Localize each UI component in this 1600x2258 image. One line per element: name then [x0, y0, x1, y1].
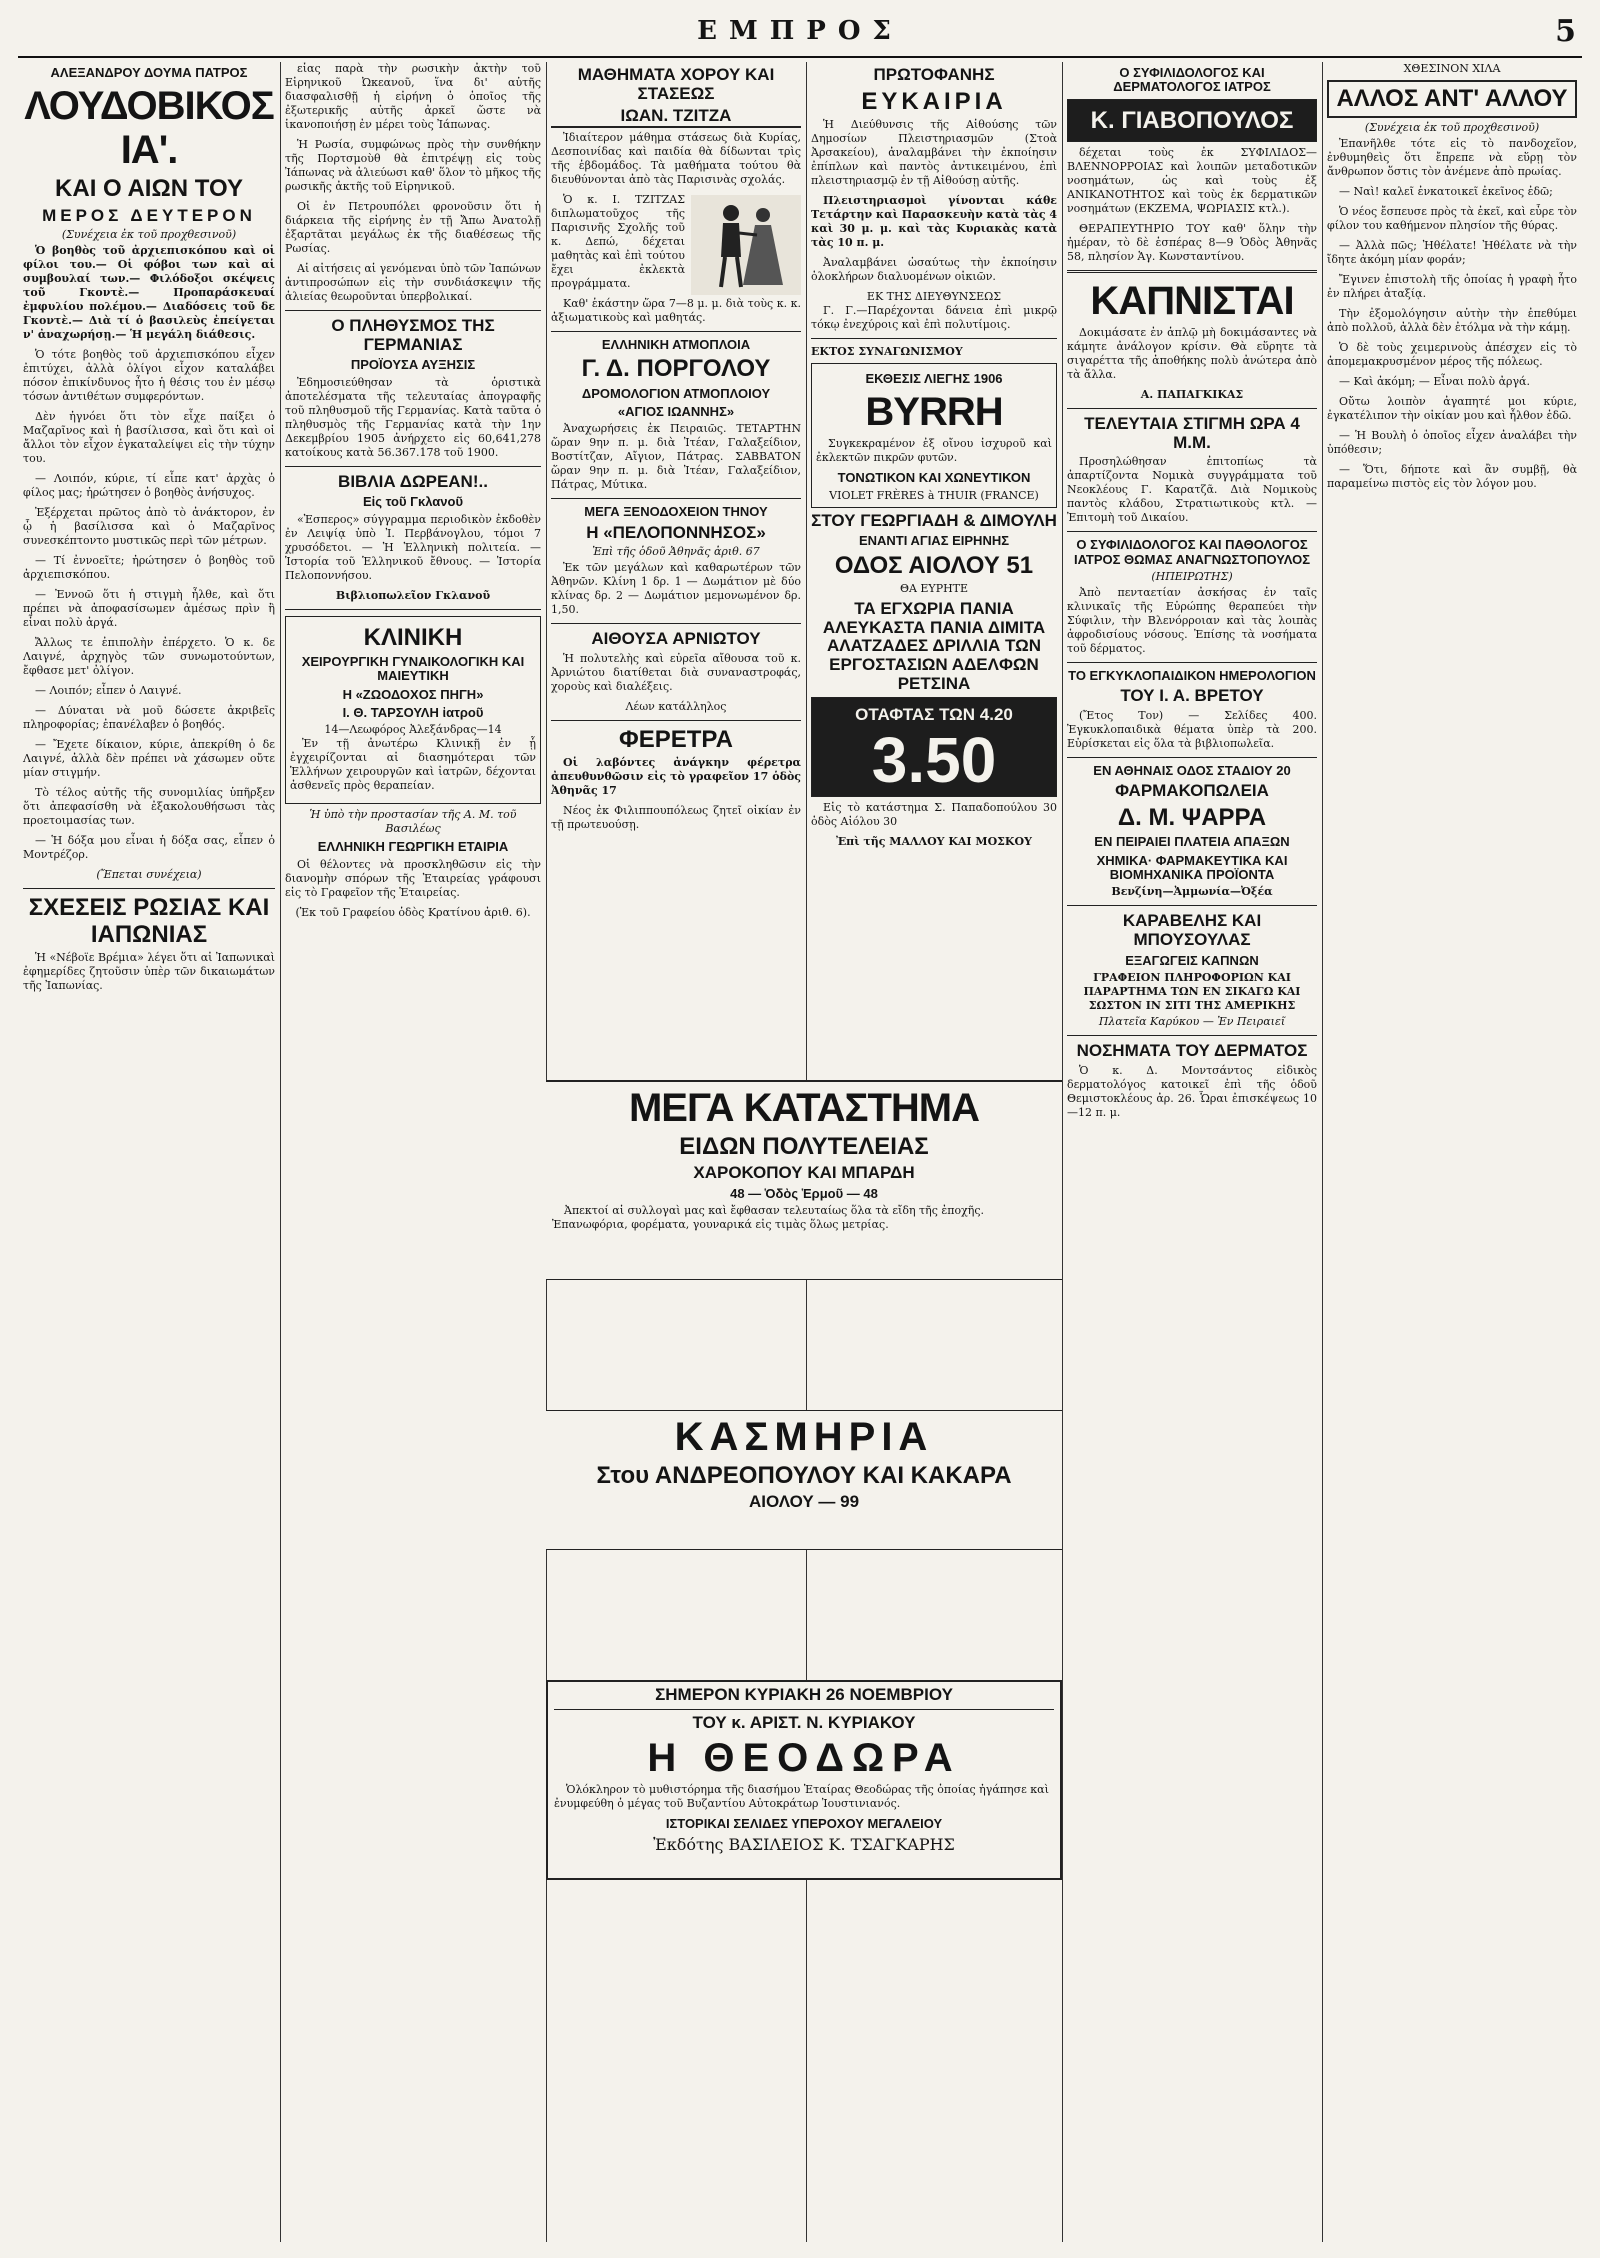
divider [285, 609, 541, 610]
divider [551, 331, 801, 332]
hall-title: ΑΙΘΟΥΣΑ ΑΡΝΙΩΤΟΥ [591, 629, 761, 649]
last-minute-title: ΤΕΛΕΥΤΑΙΑ ΣΤΙΓΜΗ ΩΡΑ 4 Μ.Μ. [1084, 413, 1300, 452]
paragraph: Οἱ θέλοντες νὰ προσκληθῶσιν εἰς τὴν διανομὴν σπόρων τῆς Ἑταιρείας γράφουσι εἰς τὸ Γραφεῖον τῆς Ἑταιρείας. [285, 857, 541, 899]
hat-price: 3.50 [871, 724, 997, 797]
column-serial-novel [18, 62, 280, 2242]
paragraph: Οἱ ἐν Πετρουπόλει φρονοῦσιν ὅτι ἡ διάρκεια τῆς εἰρήνης ἐν τῇ Ἄπω Ἀνατολῇ ἐξαρτᾶται μεγάλως ἐκ τῆς διαθέσεως τῆς Ρωσίας. [285, 200, 541, 255]
novel-ad [546, 1680, 1062, 1880]
paragraph: Ὁ νέος ἔσπευσε πρὸς τὰ ἐκεῖ, καὶ εὗρε τὸν φίλον του καθήμενον πλησίον τῆς θύρας. [1327, 205, 1577, 233]
paragraph: Ἀναχωρήσεις ἐκ Πειραιῶς. ΤΕΤΑΡΤΗΝ ὥραν 9ην π. μ. διὰ Ἰτέαν, Γαλαξείδιον, Βοστίτζαν, Αἴγιον, Πάτρας. ΣΑΒΒΑΤΟΝ ὥραν 9ην π. μ. διὰ Ἰτέαν, Γαλαξείδιον, Πάτρας, Μύτικα. [551, 422, 801, 492]
clinic-address: 14—Λεωφόρος Ἀλεξάνδρας—14 [324, 723, 502, 737]
paragraph: Ἄλλως τε ἐπιπολὴν ἐπέρχετο. Ὁ κ. δε Λαιγνέ, ἀρχηγὸς τῶν συνωμοτούντων, ἔφθασε μετ' ὀλίγον. [23, 636, 275, 678]
paragraph: Ἡ Διεύθυνσις τῆς Αἰθούσης τῶν Δημοσίων Πλειστηριασμῶν (Στοὰ Ἀρσακείου), ἀναλαμβάνει τὴν ἐκποίησιν ἐπίπλων καὶ παντὸς ἀντικειμένου, ἐπὶ πλειστηριασμῷ ἐν τῇ Αἰθούσῃ αὐτῆς. [811, 118, 1057, 188]
tobacco-subtitle: ΕΞΑΓΩΓΕΙΣ ΚΑΠΝΩΝ [1125, 952, 1259, 968]
masthead [18, 10, 1582, 58]
continued-note: (Συνέχεια ἐκ τοῦ προχθεσινοῦ) [61, 228, 237, 242]
tobacco-title: ΚΑΡΑΒΕΛΗΣ ΚΑΙ ΜΠΟΥΣΟΥΛΑΣ [1122, 911, 1262, 949]
novel-title: Η ΘΕΟΔΩΡΑ [647, 1736, 961, 1781]
column-ads-b [806, 62, 1062, 1072]
pharmacy-name: Δ. Μ. ΨΑΡΡΑ [1117, 803, 1267, 831]
paragraph: εἶας παρὰ τὴν ρωσικὴν ἀκτὴν τοῦ Εἰρηνικοῦ Ὠκεανοῦ, ἵνα δι' αὐτῆς διασφαλισθῇ ἡ εἰρήνη ὁ ὁποῖος τῆς ἐξωτερικῆς αὐτῆς ἀρκεῖ ὥστε νὰ ἱκανοποιήσῃ ἐν μέρει τοὺς Ἰάπωνας. [285, 62, 541, 131]
paragraph: Οἱ λαβόντες ἀνάγκην φέρετρα ἀπευθυνθῶσιν εἰς τὸ γραφεῖον 17 ὁδὸς Ἀθηνᾶς 17 [551, 756, 801, 798]
shop-street: ΟΔΟΣ ΑΙΟΛΟΥ 51 [834, 551, 1034, 579]
paragraph: Ἀναλαμβάνει ὡσαύτως τὴν ἐκποίησιν ὁλοκλήρων διαλυομένων οἰκιῶν. [811, 256, 1057, 284]
cashmere-address: ΑΙΟΛΟΥ — 99 [748, 1492, 860, 1512]
paragraph: Γ. Γ.—Παρέχονται δάνεια ἐπὶ μικρῷ τόκῳ ἐνεχύροις καὶ ἐπὶ πολυτίμοις. [811, 304, 1057, 332]
shipping-ship: «ΑΓΙΟΣ ΙΩΑΝΝΗΣ» [617, 404, 735, 420]
hotel-address: Ἐπὶ τῆς ὁδοῦ Ἀθηνᾶς ἀριθ. 67 [592, 545, 760, 559]
divider [551, 720, 801, 721]
paragraph: (Ἔτος Τον) — Σελίδες 400. Ἐγκυκλοπαιδικὰ θέματα ὑπὲρ τὰ 200. Εὑρίσκεται εἰς ὅλα τὰ βιβλιοπωλεῖα. [1067, 708, 1317, 750]
hotel-name: Η «ΠΕΛΟΠΟΝΝΗΣΟΣ» [586, 522, 766, 542]
tobacco-address: Πλατεῖα Καρύκου — Ἐν Πειραιεῖ [1098, 1014, 1286, 1028]
column-news [280, 62, 546, 2242]
clinic-subtitle: ΧΕΙΡΟΥΡΓΙΚΗ ΓΥΝΑΙΚΟΛΟΓΙΚΗ ΚΑΙ ΜΑΙΕΥΤΙΚΗ [301, 654, 525, 684]
doctor2-title: Ο ΣΥΦΙΛΙΔΟΛΟΓΟΣ ΚΑΙ ΠΑΘΟΛΟΓΟΣ ΙΑΤΡΟΣ ΘΩΜΑΣ ΑΝΑΓΝΩΣΤΟΠΟΥΛΟΣ [1073, 537, 1310, 567]
paragraph: Ὁ κ. Ι. ΤΖΙΤΖΑΣ διπλωματοῦχος τῆς Παρισινῆς Σχολῆς τοῦ κ. Δεπώ, δέχεται μαθητὰς καὶ ἐπὶ τούτου ἔχει ἐκλεκτὰ προγράμματα. [551, 193, 685, 291]
paragraph: — Λοιπόν, κύριε, τί εἶπε κατ' ἀρχὰς ὁ φίλος μας; ἠρώτησεν ὁ βοηθὸς ἀνήσυχος. [23, 472, 275, 500]
dancers-illustration [691, 195, 801, 295]
serial-part: ΜΕΡΟΣ ΔΕΥΤΕΡΟΝ [42, 205, 256, 225]
paragraph: «Ἑσπερος» σύγγραμμα περιοδικὸν ἐκδοθὲν ἐν Λειψίᾳ ὑπὸ Ἰ. Περβάνογλου, τόμοι 7 χρυσόδετοι. — Ἡ Ἑλληνικὴ πολιτεία. — Ἱστορία τοῦ Ἑλληνικοῦ ἔθνους. — Ἱστορία Πελοποννήσου. [285, 512, 541, 582]
paragraph: Τὸ τέλος αὐτῆς τῆς συνομιλίας ὑπῆρξεν ὅτι ἀπεφασίσθη νὰ ἐξακολουθήσωσι τὰς προετοιμασίας των. [23, 786, 275, 828]
luxury-store-ad [546, 1080, 1062, 1280]
paragraph: — Ἡ δόξα μου εἶναι ἡ δόξα σας, εἶπεν ὁ Μοντρέζορ. [23, 834, 275, 862]
serial-title: ΛΟΥΔΟΒΙΚΟΣ ΙΑ'. [24, 84, 274, 173]
divider [1067, 408, 1317, 409]
paragraph: Ἀπὸ πενταετίαν ἀσκήσας ἐν ταῖς κλινικαῖς τῆς Εὐρώπης θεραπεύει τὴν Σύφιλιν, τὴν Βλενόρροιαν καὶ τὰς λοιπὰς ἀφροδισίους νόσους. Ἐπίσης τὰ νοσήματα τοῦ δέρματος. [1067, 585, 1317, 655]
paragraph: Προσηλώθησαν ἐπιτοπίως τὰ ἀπαρτίζοντα Νομικὰ συγγράμματα τοῦ Νεοκλέους Γ. Καρατζᾶ. Διὰ Νομικοὺς παντὸς κλάδου, Στρατιωτικοὺς κτλ. — Ἐπιτομὴ τοῦ Δικαίου. [1067, 455, 1317, 525]
paragraph: Εἰς τὸ κατάστημα Σ. Παπαδοπούλου 30 ὁδὸς Αἰόλου 30 [811, 801, 1057, 829]
column-ads-a [546, 62, 806, 1072]
paragraph: Ἡ πολυτελὴς καὶ εὐρεῖα αἴθουσα τοῦ κ. Ἀρνιώτου διατίθεται διὰ συναναστροφάς, χοροὺς καὶ διαλέξεις. [551, 652, 801, 694]
pharmacy-title: ΦΑΡΜΑΚΟΠΩΛΕΙΑ [1115, 781, 1269, 801]
paragraph: — Ὅτι, δήποτε καὶ ἂν συμβῇ, θὰ παραμείνω πιστὸς εἰς τὸν λόγον μου. [1327, 463, 1577, 491]
calendar-name: ΤΟΥ Ι. Α. ΒΡΕΤΟΥ [1120, 686, 1264, 706]
paragraph: Καθ' ἑκάστην ὥρα 7—8 μ. μ. διὰ τοὺς κ. κ. ἀξιωματικοὺς καὶ μαθητάς. [551, 297, 801, 325]
shipping-owner: Γ. Δ. ΠΟΡΓΟΛΟΥ [581, 355, 771, 383]
newspaper-page [18, 10, 1582, 2246]
paragraph: Ὁ τότε βοηθὸς τοῦ ἀρχιεπισκόπου εἶχεν ἐπιτύχει, ἀλλὰ ὀλίγοι εἶχον καταλάβει πόσον ἐπικίνδυνος ἦτο ἡ θέσις του ἐν μέσῳ τόσων ἀντιθέτων συμφερόντων. [23, 348, 275, 404]
byrrh-ad [811, 363, 1057, 508]
paragraph: — Δύναται νὰ μοῦ δώσετε ἀκριβεῖς πληροφορίας; ἐπανέλαβεν ὁ βοηθός. [23, 704, 275, 732]
byrrh-brand: BYRRH [865, 390, 1003, 435]
shop-location: ΕΝΑΝΤΙ ΑΓΙΑΣ ΕΙΡΗΝΗΣ [858, 533, 1010, 549]
paragraph: — Ἐννοῶ ὅτι ἡ στιγμὴ ἦλθε, καὶ ὅτι πρέπει νὰ ἀποφασίσωμεν ἀμέσως πρὶν ἢ εἶναι πολὺ ἀργά. [23, 588, 275, 630]
paragraph: Ἐπανῆλθε τότε εἰς τὸ πανδοχεῖον, ἐνθυμηθεὶς ὅτι ἔπρεπε νὰ εὕρῃ τὸν ἄνθρωπον ὅστις τὸν ἀνέμενε ἀπὸ πρωίας. [1327, 137, 1577, 179]
divider [285, 310, 541, 311]
divider [551, 498, 801, 499]
ad-subtitle: Εἰς τοῦ Γκλανοῦ [362, 494, 464, 510]
smokers-title: ΚΑΠΝΙΣΤΑΙ [1090, 278, 1294, 323]
novel-author: ΤΟΥ κ. ΑΡΙΣΤ. Ν. ΚΥΡΙΑΚΟΥ [692, 1712, 916, 1732]
clinic-title: ΚΛΙΝΙΚΗ [363, 623, 463, 651]
article-subtitle: ΠΡΟΪΟΥΣΑ ΑΥΞΗΣΙΣ [350, 357, 476, 373]
paragraph: Ὁ δὲ τοὺς χειμερινοὺς ἀπέσχεν εἰς τὸ ἀπομεμακρυσμένον μέρος τῆς πόλεως. [1327, 341, 1577, 369]
paragraph: Ἰδιαίτερον μάθημα στάσεως διὰ Κυρίας, Δεσποινίδας καὶ παιδία θὰ δίδωνται τρὶς τῆς ἑβδομάδος. Τὰ μαθήματα τούτου θὰ διευθύνονται ἀπὸ τὰς Παρισινὰς σχολάς. [551, 131, 801, 187]
hat-ad [811, 697, 1057, 797]
paragraph: δέχεται τοὺς ἐκ ΣΥΦΙΛΙΔΟΣ—ΒΛΕΝΝΟΡΡΟΙΑΣ καὶ λοιπῶν μεταδοτικῶν νοσημάτων, ὡς καὶ τοὺς ἐξ ΑΝΙΚΑΝΟΤΗΤΟΣ καὶ τοὺς ἐκ δερματικῶν νοσημάτων (ΕΚΖΕΜΑ, ΨΩΡΙΑΣΙΣ κτλ.). [1067, 145, 1317, 215]
divider [811, 338, 1057, 339]
byrrh-label: ΤΟΝΩΤΙΚΟΝ ΚΑΙ ΧΩΝΕΥΤΙΚΟΝ [837, 470, 1031, 486]
paragraph: Πλειστηριασμοὶ γίνονται κάθε Τετάρτην καὶ Παρασκευὴν κατὰ τὰς 4 καὶ 30 μ. μ. καὶ τὰς Κυριακὰς κατὰ τὰς 10 π. μ. [811, 194, 1057, 250]
chapter-summary: Ὁ βοηθὸς τοῦ ἀρχιεπισκόπου καὶ οἱ φίλοι του.— Οἱ φόβοι των καὶ αἱ συμβουλαί των.— Φιλόδοξοι σκέψεις τοῦ Γκοντὲ.— Προπαράσκευαί ἐμφυλίου πολέμου.— Διαδόσεις τοῦ δε Γκοντὲ.— Διὰ τί ὁ βασιλεὺς ἐπείγεται ν' ἀναχωρήσῃ.— Ἡ μεγάλη διάθεσις. [23, 244, 275, 342]
hat-address: Ἐπὶ τῆς ΜΑΛΛΟΥ ΚΑΙ ΜΟΣΚΟΥ [836, 835, 1032, 849]
society-address: (Ἐκ τοῦ Γραφείου ὁδὸς Κρατίνου ἀριθ. 6). [295, 905, 531, 919]
doctor-name: Κ. ΓΙΑΒΟΠΟΥΛΟΣ [1090, 106, 1294, 134]
ad-title: ΒΙΒΛΙΑ ΔΩΡΕΑΝ!.. [338, 471, 488, 491]
paragraph: — Ἡ Βουλὴ ὁ ὁποῖος εἶχεν ἀναλάβει τὴν ὑπόθεσιν; [1327, 429, 1577, 457]
store-owners: ΧΑΡΟΚΟΠΟΥ ΚΑΙ ΜΠΑΡΔΗ [693, 1163, 915, 1183]
cashmere-title: ΚΑΣΜΗΡΙΑ [674, 1415, 934, 1459]
clinic-doctor: Ι. Θ. ΤΑΡΣΟΥΛΗ ἰατροῦ [342, 704, 484, 720]
section-label: ΕΚΤΟΣ ΣΥΝΑΓΩΝΙΣΜΟΥ [811, 345, 963, 359]
page-number: 5 [1555, 14, 1576, 49]
coffins-title: ΦΕΡΕΤΡΑ [619, 726, 733, 754]
pharmacy-branch: ΕΝ ΠΕΙΡΑΙΕΙ ΠΛΑΤΕΙΑ ΑΠΑΞΩΝ [1094, 834, 1290, 850]
divider [1067, 905, 1317, 906]
doctor2-origin: (ΗΠΕΙΡΩΤΗΣ) [1151, 569, 1233, 583]
paragraph: Οὔτω λοιπὸν ἀγαπητέ μοι κύριε, ἐγκατέλιπον τὴν οἰκίαν μου καὶ ἦλθον ἐδῶ. [1327, 395, 1577, 423]
novel-date: ΣΗΜΕΡΟΝ ΚΥΡΙΑΚΗ 26 ΝΟΕΜΒΡΙΟΥ [554, 1686, 1054, 1710]
patronage-note: Ἡ ὑπὸ τὴν προστασίαν τῆς Α. Μ. τοῦ Βασιλέως [309, 808, 517, 836]
section-title: ΣΧΕΣΕΙΣ ΡΩΣΙΑΣ ΚΑΙ ΙΑΠΩΝΙΑΣ [28, 894, 270, 948]
paragraph: Ἐξέρχεται πρῶτος ἀπὸ τὸ ἀνάκτορον, ἐν ᾧ ἡ βασίλισσα καὶ ὁ Μαζαρῖνος συνεσκέπτοντο μυστικῶς περὶ τῶν μέτρων. [23, 506, 275, 548]
store-address: 48 — Ὁδὸς Ἑρμοῦ — 48 [730, 1186, 878, 1202]
divider [1067, 662, 1317, 663]
paragraph: Ἀπεκτοί αἱ συλλογαὶ μας καὶ ἔφθασαν τελευταίως ὅλα τὰ εἴδη τῆς ἐποχῆς. Ἐπανωφόρια, φορέματα, γουναρικά εἰς τιμὰς ὅλως μετρίας. [552, 1204, 985, 1232]
shipping-line: ΔΡΟΜΟΛΟΓΙΟΝ ΑΤΜΟΠΛΟΙΟΥ [581, 385, 771, 401]
shop-title: ΣΤΟΥ ΓΕΩΡΓΙΑΔΗ & ΔΙΜΟΥΛΗ [811, 510, 1057, 530]
smokers-sign: Α. ΠΑΠΑΓΚΙΚΑΣ [1140, 387, 1244, 401]
divider [1067, 1035, 1317, 1036]
divider [1067, 531, 1317, 532]
shop-find: ΘΑ ΕΥΡΗΤΕ [899, 582, 969, 596]
column-serial-2 [1322, 62, 1582, 2242]
column-ads-c [1062, 62, 1322, 2242]
paragraph: Ὁ κ. Δ. Μοντσάντος εἰδικὸς δερματολόγος κατοικεῖ ἐπὶ τῆς ὁδοῦ Θεμιστοκλέους ἀρ. 26. Ὧραι ἐπισκέψεως 10—12 π. μ. [1067, 1063, 1317, 1119]
pharmacy-location: ΕΝ ΑΘΗΝΑΙΣ ΟΔΟΣ ΣΤΑΔΙΟΥ 20 [1093, 762, 1291, 778]
paragraph: — Ἔχετε δίκαιον, κύριε, ἀπεκρίθη ὁ δε Λαιγνέ, ἀλλὰ δὲν πρέπει νὰ χάσωμεν οὔτε μίαν στιγμήν. [23, 738, 275, 780]
divider [285, 466, 541, 467]
tobacco-text: ΓΡΑΦΕΙΟΝ ΠΛΗΡΟΦΟΡΙΩΝ ΚΑΙ ΠΑΡΑΡΤΗΜΑ ΤΩΝ ΕΝ ΣΙΚΑΓΩ ΚΑΙ ΣΩΣΤΟΝ ΙΝ ΣΙΤΙ ΤΗΣ ΑΜΕΡΙΚΗΣ [1083, 970, 1301, 1012]
society-title: ΕΛΛΗΝΙΚΗ ΓΕΩΡΓΙΚΗ ΕΤΑΙΡΙΑ [317, 839, 509, 855]
pharmacy-products: ΧΗΜΙΚΑ· ΦΑΡΜΑΚΕΥΤΙΚΑ ΚΑΙ ΒΙΟΜΗΧΑΝΙΚΑ ΠΡΟΪΟΝΤΑ [1096, 852, 1288, 882]
paragraph: — Ἀλλὰ πῶς; Ἠθέλατε! Ἠθέλατε νὰ τὴν ἴδητε ἀκόμη μίαν φοράν; [1327, 239, 1577, 267]
paragraph: — Τί ἐννοεῖτε; ἠρώτησεν ὁ βοηθὸς τοῦ ἀρχιεπισκόπου. [23, 554, 275, 582]
divider [1067, 757, 1317, 758]
store-subtitle: ΕΙΔΩΝ ΠΟΛΥΤΕΛΕΙΑΣ [679, 1133, 929, 1160]
hotel-title: ΜΕΓΑ ΞΕΝΟΔΟΧΕΙΟΝ ΤΗΝΟΥ [584, 504, 768, 520]
paragraph: Ἡ Ρωσία, συμφώνως πρὸς τὴν συνθήκην τῆς Πορτσμοὺθ θὰ ἐπιτρέψῃ εἰς τοὺς Ἰάπωνας νὰ ἁλιεύωσι καθ' ὅλον τὸ μῆκος τῆς ρωσικῆς ἀκτῆς τοῦ Εἰρηνικοῦ. [285, 138, 541, 193]
paragraph: — Καὶ ἀκόμη; — Εἶναι πολὺ ἀργά. [1339, 375, 1530, 389]
paragraph: Αἱ αἰτήσεις αἱ γενόμεναι ὑπὸ τῶν Ἰαπώνων ἀντιπροσώπων εἰς τὴν συνδιάσκεψιν τῆς ἁλιείας θεωροῦνται ὑπερβολικαί. [285, 262, 541, 303]
dance-ad-title: ΜΑΘΗΜΑΤΑ ΧΟΡΟΥ ΚΑΙ ΣΤΑΣΕΩΣ [577, 65, 775, 103]
serial-subtitle: ΚΑΙ Ο ΑΙΩΝ ΤΟΥ [55, 175, 243, 203]
newspaper-title: ΕΜΠΡΟΣ [697, 16, 903, 46]
serial-label: ΧΘΕΣΙΝΟΝ ΧΙΛΑ [1403, 62, 1501, 75]
paragraph: Ὁλόκληρον τὸ μυθιστόρημα τῆς διασήμου Ἑταίρας Θεοδώρας τῆς ὁποίας ἠγάπησε καὶ ἐνυμφεύθη ὁ μέγας τοῦ Βυζαντίου Αὐτοκράτωρ Ἰουστινιανός. [554, 1783, 1049, 1811]
paragraph: Ἔγινεν ἐπιστολὴ τῆς ὁποίας ἡ γραφὴ ἦτο ἐν πλήρει ἀταξίᾳ. [1327, 273, 1577, 301]
paragraph: Τὴν ἐξομολόγησιν αὐτὴν τὴν ἐπεθύμει ἀπὸ πολλοῦ, ἀλλὰ δὲν ἐτόλμα νὰ τὴν κάμῃ. [1327, 307, 1577, 335]
cashmere-ad [546, 1410, 1062, 1550]
ad-footer: Βιβλιοπωλεῖον Γκλανοῦ [335, 588, 491, 602]
divider [551, 623, 801, 624]
paragraph: ΘΕΡΑΠΕΥΤΗΡΙΟ ΤΟΥ καθ' ὅλην τὴν ἡμέραν, τὸ δὲ ἑσπέρας 8—9 Ὁδὸς Ἀθηνᾶς 58, πλησίον Ἁγ. Κωνσταντίνου. [1067, 221, 1317, 263]
paragraph: Νέος ἐκ Φιλιππουπόλεως ζητεῖ οἰκίαν ἐν τῇ πρωτευούσῃ. [551, 804, 801, 832]
paragraph: Ἡ «Νέβοϊε Βρέμια» λέγει ὅτι αἱ Ἰαπωνικαὶ ἐφημερίδες ζητοῦσιν ὑπὲρ τῶν δικαιωμάτων τῆς Ἰαπωνίας. [23, 951, 275, 993]
doctor-name-box [1067, 99, 1317, 142]
serial2-title: ΑΛΛΟΣ ΑΝΤ' ΑΛΛΟΥ [1327, 80, 1577, 118]
divider [23, 888, 275, 889]
cashmere-shop: Στου ΑΝΔΡΕΟΠΟΥΛΟΥ ΚΑΙ ΚΑΚΑΡΑ [596, 1462, 1012, 1489]
hall-footer: Λέων κατάλληλος [625, 700, 727, 714]
hat-title: ΟΤΑΦΤΑΣ ΤΩΝ 4.20 [855, 705, 1013, 725]
calendar-title: ΤΟ ΕΓΚΥΚΛΟΠΑΙΔΙΚΟΝ ΗΜΕΡΟΛΟΓΙΟΝ [1068, 667, 1316, 683]
byrrh-maker: VIOLET FRÈRES à THUIR (FRANCE) [829, 488, 1039, 502]
continued-note: (Συνέχεια ἐκ τοῦ προχθεσινοῦ) [1364, 121, 1540, 135]
auction-subtitle: ΕΥΚΑΙΡΙΑ [861, 87, 1007, 115]
paragraph: Συγκεκραμένον ἐξ οἴνου ἰσχυροῦ καὶ ἐκλεκτῶν πικρῶν φυτῶν. [816, 437, 1052, 465]
auction-title: ΠΡΩΤΟΦΑΝΗΣ [873, 65, 995, 84]
shop-items: ΤΑ ΕΓΧΩΡΙΑ ΠΑΝΙΑ ΑΛΕΥΚΑΣΤΑ ΠΑΝΙΑ ΔΙΜΙΤΑ ΑΛΑΤΖΑΔΕΣ ΔΡΙΛΛΙΑ ΤΩΝ ΕΡΓΟΣΤΑΣΙΩΝ ΑΔΕΛΦΩΝ ΡΕΤΣΙΝΑ [822, 599, 1046, 693]
clinic-name: Η «ΖΩΟΔΟΧΟΣ ΠΗΓΗ» [342, 686, 484, 702]
paragraph: — Λοιπόν; εἶπεν ὁ Λαιγνέ. [35, 684, 182, 698]
paragraph: Ἐδημοσιεύθησαν τὰ ὁριστικὰ ἀποτελέσματα τῆς τελευταίας ἀπογραφῆς τοῦ πληθυσμοῦ τῆς Γερμανίας. Κατὰ ταῦτα ὁ πληθυσμὸς τῆς Γερμανίας κατὰ τὴν 1ην Δεκεμβρίου 1905 ἀνήρχετο εἰς 60,641,278 κατοίκους κατὰ 56.367.178 τοῦ 1900. [285, 375, 541, 459]
paragraph: Δοκιμάσατε ἐν ἁπλῷ μὴ δοκιμάσαντες νὰ κάμητε ἀνάλογον κρίσιν. Θὰ εὕρητε τὰ σιγαρέττα τῆς ἀποθήκης πολὺ ἀνώτερα ἀπὸ τὰ ἄλλα. [1067, 325, 1317, 381]
pharmacy-items: Βενζίνη—Ἀμμωνία—Ὀξέα [1111, 885, 1273, 899]
dance-teacher: ΙΩΑΝ. ΤΖΙΤΖΑ [551, 107, 801, 128]
shipping-title: ΕΛΛΗΝΙΚΗ ΑΤΜΟΠΛΟΙΑ [601, 337, 751, 353]
paragraph: Δὲν ἠγνόει ὅτι τὸν εἶχε παίξει ὁ Μαζαρῖνος καὶ ἡ βασίλισσα, καὶ ὅτι καὶ οἱ ἄλλοι τὸν εἶχον ἐγκαταλείψει εἰς τὴν τύχην του. [23, 410, 275, 466]
paragraph: — Ναὶ! καλεῖ ἐνκατοικεῖ ἐκεῖνος ἐδῶ; [1339, 185, 1553, 199]
serial-author: ΑΛΕΞΑΝΔΡΟΥ ΔΟΥΜΑ ΠΑΤΡΟΣ [50, 65, 248, 80]
paragraph: Ἐν τῇ ἀνωτέρω Κλινικῇ ἐν ᾗ ἐγχειρίζονται αἱ διασημότεραι τῶν Ἑλλήνων χειρουργῶν καὶ ἰατρῶν, δέχονται ἀσθενεῖς πρὸς θεραπείαν. [290, 737, 536, 793]
expo-name: ΕΚΘΕΣΙΣ ΛΙΕΓΗΣ 1906 [865, 371, 1003, 387]
clinic-ad [285, 616, 541, 805]
novel-publisher: Ἐκδότης ΒΑΣΙΛΕΙΟΣ Κ. ΤΣΑΓΚΑΡΗΣ [653, 1834, 955, 1854]
paragraph: Ἐκ τῶν μεγάλων καὶ καθαρωτέρων τῶν Ἀθηνῶν. Κλίνη 1 δρ. 1 — Δωμάτιον μὲ δύο κλίνας δρ. 2 — Δωμάτιον μεμονωμένον δρ. 1,50. [551, 561, 801, 617]
to-be-continued: (Ἔπεται συνέχεια) [96, 868, 202, 882]
skin-title: ΝΟΣΗΜΑΤΑ ΤΟΥ ΔΕΡΜΑΤΟΣ [1076, 1040, 1308, 1060]
novel-subtitle: ΙΣΤΟΡΙΚΑΙ ΣΕΛΙΔΕΣ ΥΠΕΡΟΧΟΥ ΜΕΓΑΛΕΙΟΥ [665, 1816, 943, 1832]
doctor-title: Ο ΣΥΦΙΛΙΔΟΛΟΓΟΣ ΚΑΙ ΔΕΡΜΑΤΟΛΟΓΟΣ ΙΑΤΡΟΣ [1113, 65, 1271, 95]
divider [1067, 270, 1317, 273]
store-title: ΜΕΓΑ ΚΑΤΑΣΤΗΜΑ [628, 1086, 980, 1130]
auction-direction: ΕΚ ΤΗΣ ΔΙΕΥΘΥΝΣΕΩΣ [866, 290, 1002, 304]
article-title: Ο ΠΛΗΘΥΣΜΟΣ ΤΗΣ ΓΕΡΜΑΝΙΑΣ [331, 316, 495, 354]
